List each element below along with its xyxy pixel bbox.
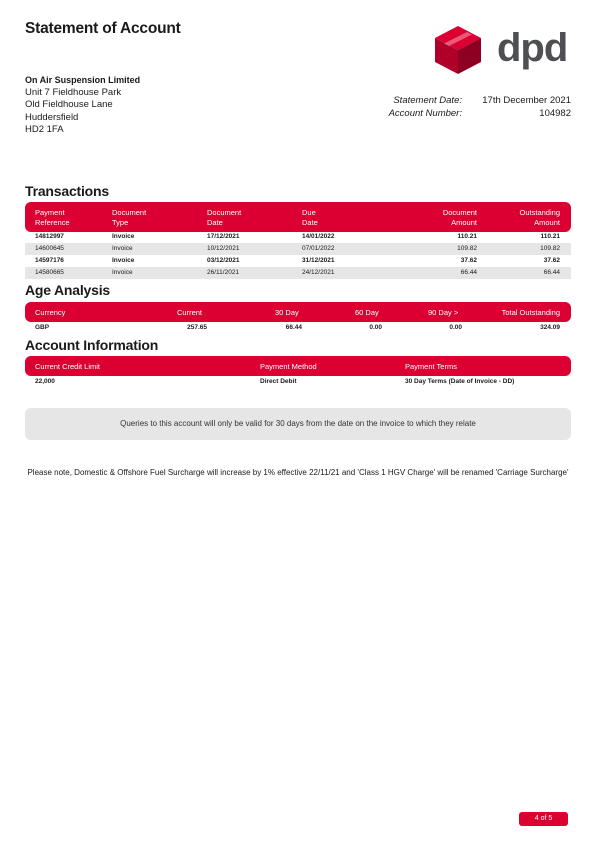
account-number-value: 104982 (539, 107, 571, 119)
account-information-row: 22,000 Direct Debit 30 Day Terms (Date of Invoice - DD) (35, 378, 515, 385)
table-row: 14597176 Invoice 03/12/2021 31/12/2021 37.62 37.62 (35, 257, 560, 264)
age-analysis-header (25, 302, 571, 322)
header-document-type: Document Type (112, 208, 147, 227)
queries-notice: Queries to this account will only be valid for 30 days from the date on the invoice to which they relate (25, 408, 571, 440)
header-30-day: 30 Day (275, 308, 299, 317)
header-currency: Currency (35, 308, 66, 317)
address-line: Unit 7 Fieldhouse Park (25, 86, 122, 98)
header-credit-limit: Current Credit Limit (35, 362, 101, 371)
transactions-title: Transactions (25, 183, 109, 199)
customer-address (25, 74, 140, 137)
table-row: 14812997 Invoice 17/12/2021 14/01/2022 110.21 110.21 (35, 233, 560, 240)
page-title: Statement of Account (25, 20, 181, 37)
header-90-day: 90 Day > (428, 308, 459, 317)
header-current: Current (177, 308, 203, 317)
header-payment-method: Payment Method (260, 362, 317, 371)
account-information-title: Account Information (25, 337, 159, 353)
surcharge-note: Please note, Domestic & Offshore Fuel Surcharge will increase by 1% effective 22/11/21 and 'Class 1 HGV Charge' will be renamed 'Carriage Surcharge' (27, 468, 569, 477)
dpd-logo-text: dpd (497, 26, 568, 70)
account-information-header (25, 356, 571, 376)
page-number-badge: 4 of 5 (519, 812, 568, 826)
age-analysis-title: Age Analysis (25, 282, 111, 298)
header-total-outstanding: Total Outstanding (501, 308, 560, 317)
header-document-amount: Document Amount (442, 208, 477, 227)
header-60-day: 60 Day (355, 308, 379, 317)
statement-meta (380, 95, 571, 120)
table-row: 14600645 Invoice 10/12/2021 07/01/2022 109.82 109.82 (25, 243, 571, 255)
transactions-header (25, 202, 571, 232)
age-analysis-row: GBP 257.65 66.44 0.00 0.00 324.09 (35, 324, 560, 331)
statement-date-label: Statement Date: (393, 95, 462, 106)
header-payment-terms: Payment Terms (405, 362, 457, 371)
company-name: On Air Suspension Limited (25, 75, 141, 85)
address-line: HD2 1FA (25, 124, 64, 135)
header-document-date: Document Date (207, 208, 242, 227)
address-line: Old Fieldhouse Lane (25, 99, 113, 110)
header-due-date: Due Date (302, 208, 318, 227)
account-number-label: Account Number: (388, 107, 462, 119)
header-payment-reference: Payment Reference (35, 208, 70, 227)
header-outstanding-amount: Outstanding Amount (519, 208, 560, 227)
table-row: 14580665 Invoice 26/11/2021 24/12/2021 66.44 66.44 (25, 267, 571, 279)
statement-date-value: 17th December 2021 (482, 95, 571, 106)
address-line: Huddersfield (25, 111, 79, 123)
